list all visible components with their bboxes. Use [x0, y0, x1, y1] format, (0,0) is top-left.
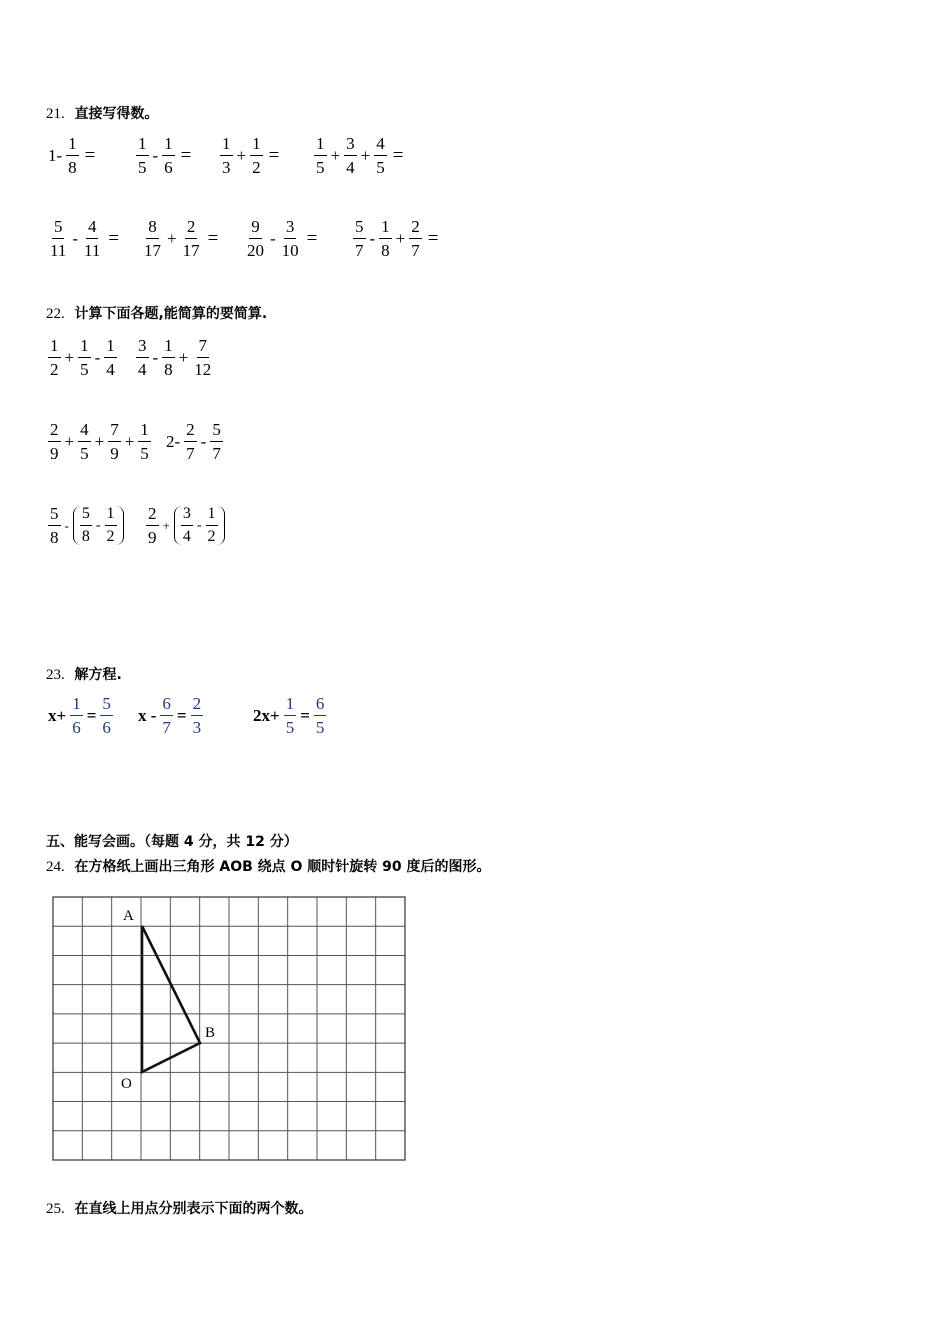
operator: +	[64, 431, 75, 451]
denominator: 7	[355, 241, 364, 260]
numerator: 1	[105, 506, 117, 526]
equals-sign: =	[392, 144, 404, 166]
denominator: 17	[182, 241, 200, 260]
numerator: 1	[162, 135, 175, 156]
fraction	[80, 506, 92, 545]
q24-title: 在方格纸上画出三角形 AOB 绕点 O 顺时针旋转 90 度后的图形。	[74, 859, 491, 875]
fraction	[353, 218, 366, 259]
denominator: 20	[247, 241, 264, 260]
denominator: 7	[186, 444, 195, 463]
math-expression	[134, 337, 215, 378]
math-expression	[140, 218, 218, 259]
denominator: 5	[315, 718, 325, 737]
operator: x+	[48, 705, 67, 725]
denominator: 12	[194, 360, 212, 379]
equals-sign: =	[427, 227, 439, 249]
numerator: 6	[160, 695, 173, 716]
math-expression	[312, 135, 403, 176]
denominator: 6	[102, 718, 111, 737]
numerator: 3	[344, 135, 357, 156]
q23-number: 23.	[46, 667, 65, 683]
denominator: 3	[192, 718, 202, 737]
fraction	[181, 218, 202, 259]
numerator: 7	[197, 337, 210, 358]
denominator: 11	[84, 241, 101, 260]
fraction	[100, 695, 113, 736]
denominator: 5	[80, 444, 89, 463]
fraction	[379, 218, 392, 259]
numerator: 1	[379, 218, 392, 239]
operator: -	[152, 145, 159, 165]
operator: +	[162, 517, 170, 533]
numerator: 1	[220, 135, 233, 156]
grid-lines	[53, 897, 405, 1160]
numerator: 1	[104, 337, 117, 358]
fraction	[280, 218, 301, 259]
fraction	[142, 218, 163, 259]
triangle-aob	[142, 926, 200, 1072]
label-o: O	[121, 1076, 132, 1092]
numerator: 3	[136, 337, 149, 358]
denominator: 8	[68, 158, 77, 177]
fraction	[136, 337, 149, 378]
fraction	[192, 337, 213, 378]
denominator: 2	[50, 360, 59, 379]
denominator: 10	[281, 241, 299, 260]
denominator: 11	[50, 241, 67, 260]
denominator: 3	[222, 158, 231, 177]
fraction	[162, 337, 175, 378]
operator: +	[94, 431, 105, 451]
q25-title: 在直线上用点分别表示下面的两个数。	[74, 1201, 313, 1217]
fraction	[108, 421, 121, 462]
equals-sign: =	[108, 227, 120, 249]
fraction	[66, 135, 79, 176]
denominator: 2	[207, 528, 216, 545]
math-expression	[218, 135, 279, 176]
math-expression	[243, 218, 317, 259]
equals-sign: =	[207, 227, 219, 249]
fraction	[250, 135, 263, 176]
numerator: 1	[138, 421, 151, 442]
denominator: 9	[50, 444, 59, 463]
numerator: 1	[162, 337, 175, 358]
fraction	[220, 135, 233, 176]
fraction	[48, 218, 68, 259]
numerator: 2	[409, 218, 422, 239]
numerator: 7	[108, 421, 121, 442]
denominator: 2	[106, 528, 115, 545]
denominator: 4	[182, 528, 191, 545]
operator: -	[95, 517, 101, 533]
numerator: 1	[48, 337, 61, 358]
fraction	[78, 421, 91, 462]
fraction	[82, 218, 102, 259]
parentheses	[174, 506, 225, 545]
q24-number: 24.	[46, 859, 65, 875]
operator: 2-	[166, 431, 181, 451]
fraction	[138, 421, 151, 462]
q24-heading	[46, 856, 491, 876]
q21-title: 直接写得数。	[74, 106, 159, 122]
denominator: 8	[50, 528, 59, 547]
denominator: 5	[140, 444, 149, 463]
numerator: 4	[78, 421, 91, 442]
numerator: 2	[185, 218, 198, 239]
label-a: A	[123, 908, 134, 924]
numerator: 1	[70, 695, 83, 716]
operator: +	[178, 347, 189, 367]
fraction	[78, 337, 91, 378]
math-expression	[136, 695, 205, 736]
math-expression	[46, 135, 95, 176]
denominator: 9	[110, 444, 119, 463]
operator: -	[196, 517, 202, 533]
bracket-expression	[144, 505, 225, 546]
numerator: 6	[314, 695, 327, 716]
math-expression	[134, 135, 191, 176]
parentheses	[73, 506, 124, 545]
numerator: 1	[136, 135, 149, 156]
q23-equations	[46, 695, 446, 745]
q21-row2	[46, 218, 546, 268]
equals-sign: =	[84, 144, 96, 166]
q21-row1	[46, 135, 546, 185]
denominator: 7	[411, 241, 420, 260]
fraction	[162, 135, 175, 176]
numerator: 2	[48, 421, 61, 442]
denominator: 5	[80, 360, 89, 379]
denominator: 7	[162, 718, 171, 737]
operator: +	[236, 145, 247, 165]
numerator: 5	[52, 218, 65, 239]
operator: -	[72, 228, 79, 248]
fraction	[210, 421, 223, 462]
numerator: 1	[314, 135, 327, 156]
fraction	[104, 337, 117, 378]
operator: +	[360, 145, 371, 165]
numerator: 5	[48, 505, 61, 526]
denominator: 4	[138, 360, 147, 379]
math-expression	[164, 421, 225, 462]
math-expression	[46, 337, 119, 378]
denominator: 5	[285, 718, 295, 737]
operator: +	[167, 228, 177, 248]
numerator: 1	[250, 135, 263, 156]
operator: +	[64, 347, 75, 367]
numerator: 1	[66, 135, 79, 156]
denominator: 8	[381, 241, 390, 260]
operator: -	[200, 431, 207, 451]
denominator: 17	[144, 241, 161, 260]
operator: -	[94, 347, 101, 367]
label-b: B	[205, 1025, 216, 1041]
fraction	[160, 695, 173, 736]
numerator: 4	[86, 218, 99, 239]
q22-row3	[46, 505, 346, 560]
q25-heading	[46, 1198, 313, 1218]
fraction	[48, 421, 61, 462]
numerator: 1	[78, 337, 91, 358]
numerator: 9	[249, 218, 262, 239]
math-expression	[46, 421, 153, 462]
numerator: 3	[181, 506, 193, 526]
q25-number: 25.	[46, 1201, 65, 1217]
math-expression	[46, 218, 119, 259]
numerator: 1	[206, 506, 218, 526]
q21-number: 21.	[46, 106, 65, 122]
q22-row2	[46, 421, 346, 471]
numerator: 4	[374, 135, 387, 156]
fraction	[284, 695, 297, 736]
numerator: 2	[146, 505, 159, 526]
fraction	[181, 506, 193, 545]
fraction	[409, 218, 422, 259]
denominator: 6	[164, 158, 173, 177]
numerator: 8	[146, 218, 159, 239]
operator: +	[330, 145, 341, 165]
grid-paper	[50, 892, 410, 1164]
fraction	[191, 695, 204, 736]
equals-sign: =	[180, 144, 192, 166]
q22-title: 计算下面各题,能简算的要简算.	[74, 306, 268, 322]
fraction	[136, 135, 149, 176]
q23-heading	[46, 664, 122, 684]
fraction	[314, 135, 327, 176]
numerator: 5	[80, 506, 92, 526]
denominator: 5	[376, 158, 385, 177]
denominator: 4	[106, 360, 115, 379]
fraction	[70, 695, 83, 736]
math-expression	[46, 695, 115, 736]
math-expression	[251, 695, 328, 736]
numerator: 2	[191, 695, 204, 716]
fraction	[245, 218, 266, 259]
numerator: 3	[284, 218, 297, 239]
operator: =	[176, 705, 187, 725]
numerator: 5	[353, 218, 366, 239]
operator: -	[270, 228, 276, 248]
operator: x -	[138, 705, 157, 725]
section5-title: 五、能写会画。（每题 4 分，共 12 分）	[46, 834, 298, 850]
fraction	[184, 421, 197, 462]
denominator: 8	[81, 528, 90, 545]
denominator: 4	[346, 158, 355, 177]
operator: -	[64, 517, 69, 533]
operator: 2x+	[253, 705, 280, 725]
operator: +	[124, 431, 135, 451]
fraction	[374, 135, 387, 176]
operator: =	[86, 705, 97, 725]
numerator: 2	[184, 421, 197, 442]
q22-row1	[46, 337, 346, 387]
fraction	[206, 506, 218, 545]
operator: 1-	[48, 145, 63, 165]
math-expression	[351, 218, 438, 259]
fraction	[105, 506, 117, 545]
operator: =	[300, 705, 310, 725]
bracket-expression	[46, 505, 124, 546]
section5-heading	[46, 831, 298, 851]
q23-title: 解方程.	[74, 667, 122, 683]
numerator: 1	[284, 695, 297, 716]
operator: -	[369, 228, 376, 248]
denominator: 5	[316, 158, 325, 177]
operator: +	[395, 228, 406, 248]
equals-sign: =	[306, 227, 318, 249]
denominator: 9	[148, 528, 157, 547]
fraction	[48, 505, 61, 546]
fraction	[344, 135, 357, 176]
q22-number: 22.	[46, 306, 65, 322]
numerator: 5	[100, 695, 113, 716]
fraction	[48, 337, 61, 378]
numerator: 5	[210, 421, 223, 442]
denominator: 2	[252, 158, 261, 177]
denominator: 5	[138, 158, 147, 177]
denominator: 8	[164, 360, 173, 379]
operator: -	[152, 347, 159, 367]
denominator: 7	[212, 444, 221, 463]
fraction	[146, 505, 159, 546]
fraction	[314, 695, 327, 736]
q21-heading	[46, 103, 159, 123]
denominator: 6	[72, 718, 81, 737]
equals-sign: =	[268, 144, 280, 166]
q22-heading	[46, 303, 267, 323]
